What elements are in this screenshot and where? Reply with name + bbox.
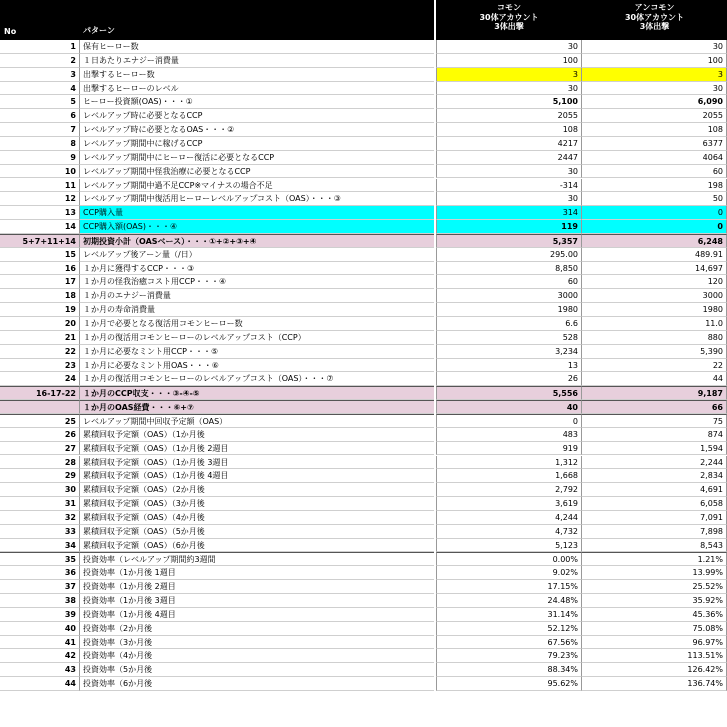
row-number-cell[interactable]: 30 [0,483,79,497]
uncommon-value-cell[interactable]: 6,058 [582,497,727,511]
uncommon-value-cell[interactable]: 1.21% [582,552,727,566]
table-row [0,469,727,483]
uncommon-value-cell[interactable]: 113.51% [582,649,727,663]
common-value-cell[interactable]: 40 [436,400,582,414]
pattern-cell[interactable]: レベルアップ時に必要となるOAS・・・② [79,123,434,137]
row-number-cell[interactable]: 42 [0,649,79,663]
pattern-cell[interactable]: 投資効率（5か月後 [79,663,434,677]
uncommon-value-cell[interactable]: 2,834 [582,469,727,483]
common-value-cell[interactable]: 528 [436,331,582,345]
common-value-cell[interactable]: 3000 [436,289,582,303]
pattern-cell[interactable]: １か月で必要となる復活用コモンヒーロー数 [79,317,434,331]
table-row [0,234,727,248]
uncommon-value-cell[interactable]: 108 [582,123,727,137]
row-number-cell[interactable]: 2 [0,54,79,68]
common-value-cell[interactable]: 4,244 [436,511,582,525]
pattern-cell[interactable]: レベルアップ期間中にヒーロー復活に必要となるCCP [79,151,434,165]
table-row [0,442,727,456]
uncommon-value-cell[interactable]: 5,390 [582,345,727,359]
common-value-cell[interactable]: 95.62% [436,677,582,691]
common-value-cell[interactable]: 119 [436,220,582,234]
column-gap [434,0,436,40]
table-row [0,303,727,317]
table-row [0,275,727,289]
uncommon-value-cell[interactable]: 75 [582,414,727,428]
common-value-cell[interactable]: 52.12% [436,622,582,636]
header-common-line2: 30体アカウント [479,12,539,22]
uncommon-value-cell[interactable]: 4,691 [582,483,727,497]
common-value-cell[interactable]: 4,732 [436,525,582,539]
row-number-cell[interactable]: 12 [0,192,79,206]
table-row [0,192,727,206]
uncommon-value-cell[interactable]: 66 [582,400,727,414]
row-number-cell[interactable]: 28 [0,456,79,470]
uncommon-value-cell[interactable]: 126.42% [582,663,727,677]
pattern-cell[interactable]: 累積回収予定額（OAS）（1か月後 2週目 [79,442,434,456]
table-row [0,677,727,691]
row-number-cell[interactable]: 44 [0,677,79,691]
table-row [0,511,727,525]
pattern-cell[interactable]: 累積回収予定額（OAS）（3か月後 [79,497,434,511]
pattern-cell[interactable]: 投資効率（レベルアップ期間約3週間 [79,552,434,566]
row-number-cell[interactable]: 41 [0,636,79,650]
common-value-cell[interactable]: 3,619 [436,497,582,511]
common-value-cell[interactable]: 108 [436,123,582,137]
row-number-cell[interactable]: 16 [0,262,79,276]
pattern-cell[interactable]: レベルアップ後アーン量（/日） [79,248,434,262]
table-row [0,331,727,345]
pattern-cell[interactable]: １日あたりエナジー消費量 [79,54,434,68]
table-row [0,359,727,373]
uncommon-value-cell[interactable]: 4064 [582,151,727,165]
pattern-cell[interactable]: １か月に必要なミント用CCP・・・⑤ [79,345,434,359]
uncommon-value-cell[interactable]: 7,898 [582,525,727,539]
uncommon-value-cell[interactable]: 880 [582,331,727,345]
uncommon-value-cell[interactable]: 0 [582,206,727,220]
table-row [0,68,727,82]
row-number-cell[interactable]: 4 [0,82,79,96]
row-number-cell[interactable]: 32 [0,511,79,525]
table-row [0,400,727,414]
row-number-cell[interactable]: 22 [0,345,79,359]
common-value-cell[interactable]: 2447 [436,151,582,165]
row-number-cell[interactable]: 25 [0,414,79,428]
pattern-cell[interactable]: 投資効率（3か月後 [79,636,434,650]
pattern-cell[interactable]: 投資効率（2か月後 [79,622,434,636]
common-value-cell[interactable]: 1980 [436,303,582,317]
pattern-cell[interactable]: レベルアップ期間中怪我治療に必要となるCCP [79,165,434,179]
row-number-cell[interactable]: 26 [0,428,79,442]
pattern-cell[interactable]: 投資効率（1か月後 1週目 [79,566,434,580]
pattern-cell[interactable]: 初期投資小計（OASベース）・・・①+②+③+④ [79,234,434,248]
uncommon-value-cell[interactable]: 13.99% [582,566,727,580]
row-number-cell[interactable]: 19 [0,303,79,317]
pattern-cell[interactable]: １か月の復活用コモンヒーローのレベルアップコスト（CCP） [79,331,434,345]
uncommon-value-cell[interactable]: 7,091 [582,511,727,525]
common-value-cell[interactable]: 2,792 [436,483,582,497]
table-row [0,372,727,386]
pattern-cell[interactable]: １か月の復活用コモンヒーローのレベルアップコスト（OAS）・・・⑦ [79,372,434,386]
uncommon-value-cell[interactable]: 9,187 [582,386,727,400]
common-value-cell[interactable]: 4217 [436,137,582,151]
table-row [0,428,727,442]
row-number-cell[interactable]: 36 [0,566,79,580]
common-value-cell[interactable]: 79.23% [436,649,582,663]
table-row [0,497,727,511]
common-value-cell[interactable]: 30 [436,165,582,179]
row-number-cell[interactable]: 5+7+11+14 [0,234,79,248]
table-row [0,622,727,636]
uncommon-value-cell[interactable]: 0 [582,220,727,234]
table-row [0,525,727,539]
header-no[interactable]: No [4,27,17,36]
common-value-cell[interactable]: 1,668 [436,469,582,483]
pattern-cell[interactable]: レベルアップ期間中過不足CCP※マイナスの場合不足 [79,179,434,193]
row-number-cell[interactable]: 18 [0,289,79,303]
row-number-cell[interactable]: 11 [0,179,79,193]
row-number-cell[interactable]: 14 [0,220,79,234]
uncommon-value-cell[interactable]: 6,090 [582,95,727,109]
common-value-cell[interactable]: 30 [436,40,582,54]
row-number-cell[interactable]: 20 [0,317,79,331]
uncommon-value-cell[interactable]: 136.74% [582,677,727,691]
common-value-cell[interactable]: 9.02% [436,566,582,580]
header-common-line1: コモン [497,3,521,12]
common-value-cell[interactable]: 5,100 [436,95,582,109]
uncommon-value-cell[interactable]: 6377 [582,137,727,151]
table-row [0,95,727,109]
uncommon-value-cell[interactable]: 50 [582,192,727,206]
common-value-cell[interactable]: 483 [436,428,582,442]
common-value-cell[interactable]: 3 [436,68,582,82]
uncommon-value-cell[interactable]: 14,697 [582,262,727,276]
common-value-cell[interactable]: 8,850 [436,262,582,276]
table-row [0,109,727,123]
table-row [0,151,727,165]
pattern-cell[interactable]: １か月に必要なミント用OAS・・・⑥ [79,359,434,373]
common-value-cell[interactable]: 60 [436,275,582,289]
header-row [0,0,727,40]
uncommon-value-cell[interactable]: 75.08% [582,622,727,636]
table-row [0,649,727,663]
row-number-cell[interactable]: 1 [0,40,79,54]
row-number-cell[interactable]: 27 [0,442,79,456]
pattern-cell[interactable]: 累積回収予定額（OAS）（1か月後 4週目 [79,469,434,483]
row-number-cell[interactable]: 23 [0,359,79,373]
common-value-cell[interactable]: 0.00% [436,552,582,566]
uncommon-value-cell[interactable]: 198 [582,179,727,193]
pattern-cell[interactable]: 累積回収予定額（OAS）（1か月後 3週目 [79,456,434,470]
header-uncommon-line2: 30体アカウント [624,12,685,22]
common-value-cell[interactable]: 1,312 [436,456,582,470]
common-value-cell[interactable]: 31.14% [436,608,582,622]
uncommon-value-cell[interactable]: 30 [582,40,727,54]
row-number-cell[interactable]: 9 [0,151,79,165]
uncommon-value-cell[interactable]: 120 [582,275,727,289]
uncommon-value-cell[interactable]: 96.97% [582,636,727,650]
table-row [0,552,727,566]
common-value-cell[interactable]: 30 [436,192,582,206]
row-number-cell[interactable]: 38 [0,594,79,608]
uncommon-value-cell[interactable]: 3000 [582,289,727,303]
common-value-cell[interactable]: 6.6 [436,317,582,331]
row-number-cell[interactable]: 34 [0,539,79,553]
row-number-cell[interactable]: 3 [0,68,79,82]
row-number-cell[interactable]: 39 [0,608,79,622]
common-value-cell[interactable]: 88.34% [436,663,582,677]
pattern-cell[interactable]: 出撃するヒーロー数 [79,68,434,82]
header-uncommon[interactable] [582,3,727,32]
row-number-cell[interactable]: 10 [0,165,79,179]
table-row [0,123,727,137]
pattern-cell[interactable]: ヒーロー投資額(OAS)・・・① [79,95,434,109]
pattern-cell[interactable]: 保有ヒーロー数 [79,40,434,54]
uncommon-value-cell[interactable]: 1980 [582,303,727,317]
table-row [0,220,727,234]
uncommon-value-cell[interactable]: 45.36% [582,608,727,622]
uncommon-value-cell[interactable]: 3 [582,68,727,82]
row-number-cell[interactable]: 31 [0,497,79,511]
common-value-cell[interactable]: 295.00 [436,248,582,262]
row-number-cell[interactable]: 24 [0,372,79,386]
pattern-cell[interactable]: 累積回収予定額（OAS）（4か月後 [79,511,434,525]
uncommon-value-cell[interactable]: 25.52% [582,580,727,594]
pattern-cell[interactable]: １か月の怪我治癒コスト用CCP・・・④ [79,275,434,289]
table-row [0,165,727,179]
uncommon-value-cell[interactable]: 1,594 [582,442,727,456]
uncommon-value-cell[interactable]: 35.92% [582,594,727,608]
table-row [0,248,727,262]
common-value-cell[interactable]: 314 [436,206,582,220]
uncommon-value-cell[interactable]: 30 [582,82,727,96]
row-number-cell[interactable]: 8 [0,137,79,151]
common-value-cell[interactable]: 919 [436,442,582,456]
uncommon-value-cell[interactable]: 11.0 [582,317,727,331]
header-common[interactable] [436,3,582,32]
row-number-cell[interactable]: 43 [0,663,79,677]
pattern-cell[interactable]: 投資効率（1か月後 4週目 [79,608,434,622]
common-value-cell[interactable]: 2055 [436,109,582,123]
row-number-cell[interactable]: 35 [0,552,79,566]
uncommon-value-cell[interactable]: 2,244 [582,456,727,470]
pattern-cell[interactable]: １か月のCCP収支・・・③-④-⑤ [79,386,434,400]
table-row [0,539,727,553]
row-number-cell[interactable]: 33 [0,525,79,539]
table-row [0,636,727,650]
pattern-cell[interactable]: 出撃するヒーローのレベル [79,82,434,96]
row-number-cell[interactable]: 17 [0,275,79,289]
common-value-cell[interactable]: 0 [436,414,582,428]
common-value-cell[interactable]: 3,234 [436,345,582,359]
uncommon-value-cell[interactable]: 874 [582,428,727,442]
pattern-cell[interactable]: 累積回収予定額（OAS）（5か月後 [79,525,434,539]
table-row [0,262,727,276]
table-row [0,40,727,54]
pattern-cell[interactable]: 投資効率（1か月後 2週目 [79,580,434,594]
common-value-cell[interactable]: 17.15% [436,580,582,594]
row-number-cell[interactable]: 6 [0,109,79,123]
pattern-cell[interactable]: CCP購入額(OAS)・・・④ [79,220,434,234]
table-row [0,663,727,677]
row-number-cell[interactable] [0,400,79,414]
uncommon-value-cell[interactable]: 44 [582,372,727,386]
pattern-cell[interactable]: １か月の寿命消費量 [79,303,434,317]
common-value-cell[interactable]: 67.56% [436,636,582,650]
table-row [0,456,727,470]
uncommon-value-cell[interactable]: 8,543 [582,539,727,553]
header-common-line3: 3体出撃 [494,22,524,31]
pattern-cell[interactable]: 投資効率（1か月後 3週目 [79,594,434,608]
row-number-cell[interactable]: 21 [0,331,79,345]
table-row [0,82,727,96]
pattern-cell[interactable]: 投資効率（4か月後 [79,649,434,663]
common-value-cell[interactable]: 13 [436,359,582,373]
row-number-cell[interactable]: 15 [0,248,79,262]
row-number-cell[interactable]: 7 [0,123,79,137]
table-row [0,54,727,68]
pattern-cell[interactable]: レベルアップ時に必要となるCCP [79,109,434,123]
table-row [0,386,727,400]
table-row [0,580,727,594]
row-number-cell[interactable]: 5 [0,95,79,109]
common-value-cell[interactable]: 100 [436,54,582,68]
uncommon-value-cell[interactable]: 60 [582,165,727,179]
pattern-cell[interactable]: １か月に獲得するCCP・・・③ [79,262,434,276]
pattern-cell[interactable]: 投資効率（6か月後 [79,677,434,691]
table-row [0,317,727,331]
pattern-cell[interactable]: 累積回収予定額（OAS）（6か月後 [79,539,434,553]
row-number-cell[interactable]: 13 [0,206,79,220]
common-value-cell[interactable]: 5,357 [436,234,582,248]
common-value-cell[interactable]: 5,556 [436,386,582,400]
pattern-cell[interactable]: 累積回収予定額（OAS）（2か月後 [79,483,434,497]
table-row [0,289,727,303]
uncommon-value-cell[interactable]: 22 [582,359,727,373]
pattern-cell[interactable]: レベルアップ期間中に稼げるCCP [79,137,434,151]
uncommon-value-cell[interactable]: 2055 [582,109,727,123]
pattern-cell[interactable]: CCP購入量 [79,206,434,220]
row-number-cell[interactable]: 37 [0,580,79,594]
table-row [0,566,727,580]
uncommon-value-cell[interactable]: 6,248 [582,234,727,248]
table-row [0,414,727,428]
table-row [0,206,727,220]
row-number-cell[interactable]: 16-17-22 [0,386,79,400]
common-value-cell[interactable]: 5,123 [436,539,582,553]
table-row [0,483,727,497]
common-value-cell[interactable]: 26 [436,372,582,386]
table-row [0,608,727,622]
table-row [0,594,727,608]
pattern-cell[interactable]: レベルアップ期間中復活用ヒーローレベルアップコスト（OAS）・・・③ [79,192,434,206]
common-value-cell[interactable]: -314 [436,179,582,193]
table-row [0,345,727,359]
pattern-cell[interactable]: レベルアップ期間中回収予定額（OAS） [79,414,434,428]
header-uncommon-line1: アンコモン [634,3,675,12]
common-value-cell[interactable]: 30 [436,82,582,96]
table-row [0,179,727,193]
uncommon-value-cell[interactable]: 489.91 [582,248,727,262]
header-pattern[interactable]: パターン [83,26,115,35]
pattern-cell[interactable]: 累積回収予定額（OAS）（1か月後 [79,428,434,442]
common-value-cell[interactable]: 24.48% [436,594,582,608]
row-number-cell[interactable]: 40 [0,622,79,636]
header-uncommon-line3: 3体出撃 [639,22,670,31]
row-number-cell[interactable]: 29 [0,469,79,483]
pattern-cell[interactable]: １か月のエナジー消費量 [79,289,434,303]
table-row [0,137,727,151]
uncommon-value-cell[interactable]: 100 [582,54,727,68]
pattern-cell[interactable]: １か月のOAS経費・・・⑥+⑦ [79,400,434,414]
